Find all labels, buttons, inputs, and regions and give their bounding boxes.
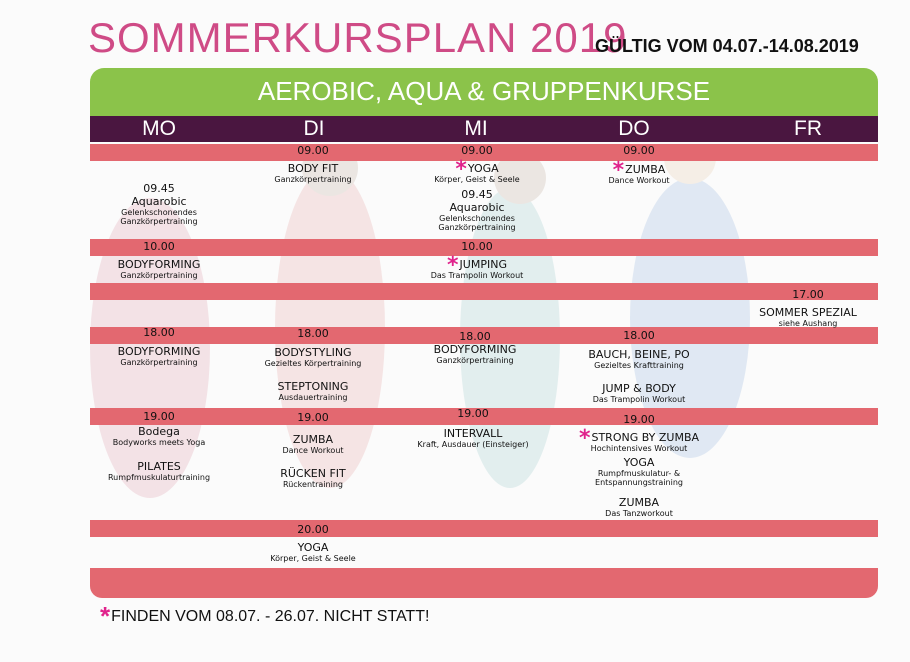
di-course-bodystyling: BODYSTYLING Gezieltes Körpertraining xyxy=(264,346,362,368)
mi-course-intervall: INTERVALL Kraft, Ausdauer (Einsteiger) xyxy=(417,427,529,449)
di-time: 19.00 xyxy=(297,411,329,424)
di-course-zumba: ZUMBA Dance Workout xyxy=(282,433,344,455)
do-course-jumpbody: JUMP & BODY Das Trampolin Workout xyxy=(592,382,686,404)
mi-course-yoga: *YOGA Körper, Geist & Seele xyxy=(434,157,520,184)
mi-time: 10.00 xyxy=(461,240,493,253)
do-course-strongbyzumba: *STRONG BY ZUMBA Hochintensives Workout xyxy=(578,426,700,453)
mo-course-pilates: PILATES Rumpfmuskulaturtraining xyxy=(107,460,211,482)
asterisk-icon: * xyxy=(455,157,467,182)
di-time: 09.00 xyxy=(297,144,329,157)
footnote: *FINDEN VOM 08.07. - 26.07. NICHT STATT! xyxy=(100,601,430,631)
mi-course-bodyforming: BODYFORMING Ganzkörpertraining xyxy=(433,343,517,365)
mo-course-aquarobic: 09.45 Aquarobic Gelenkschonendes Ganzkörpertraining xyxy=(120,182,198,226)
asterisk-icon: * xyxy=(612,158,625,183)
do-course-zumba: *ZUMBA Dance Workout xyxy=(608,158,670,185)
di-course-steptoning: STEPTONING Ausdauertraining xyxy=(277,380,349,402)
asterisk-icon: * xyxy=(447,253,459,278)
mo-time: 19.00 xyxy=(143,410,175,423)
day-fr: FR xyxy=(794,117,822,140)
day-di: DI xyxy=(303,117,325,140)
mo-time: 18.00 xyxy=(143,326,175,339)
do-course-bauchbeinepo: BAUCH, BEINE, PO Gezieltes Krafttraining xyxy=(588,348,690,370)
mo-course-bodega: Bodega Bodyworks meets Yoga xyxy=(112,425,206,447)
mo-course-bodyforming: BODYFORMING Ganzkörpertraining xyxy=(117,345,201,367)
page-title: SOMMERKURSPLAN 2019 xyxy=(88,14,628,61)
di-course-rueckenfit: RÜCKEN FIT Rückentraining xyxy=(280,467,346,489)
mo-course-bodyforming: BODYFORMING Ganzkörpertraining xyxy=(117,258,201,280)
di-time: 18.00 xyxy=(297,327,329,340)
mi-course-jumping: *JUMPING Das Trampolin Workout xyxy=(430,253,524,280)
di-course-bodyfit: BODY FIT Ganzkörpertraining xyxy=(274,162,352,184)
mi-time: 09.00 xyxy=(461,144,493,157)
asterisk-icon: * xyxy=(100,601,111,631)
mi-course-aquarobic: 09.45 Aquarobic Gelenkschonendes Ganzkörpertraining xyxy=(438,188,516,232)
mi-time: 19.00 xyxy=(457,407,489,420)
category-header: AEROBIC, AQUA & GRUPPENKURSE xyxy=(90,68,878,116)
fr-time: 17.00 xyxy=(792,288,824,301)
day-do: DO xyxy=(618,117,650,140)
do-course-zumba2: ZUMBA Das Tanzworkout xyxy=(605,496,673,518)
do-time: 09.00 xyxy=(623,144,655,157)
asterisk-icon: * xyxy=(578,426,591,451)
di-time: 20.00 xyxy=(297,523,329,536)
day-mo: MO xyxy=(142,117,176,140)
time-band xyxy=(90,520,878,537)
fr-course-sommerspezial: SOMMER SPEZIAL siehe Aushang xyxy=(759,306,857,328)
mo-time: 10.00 xyxy=(143,240,175,253)
day-mi: MI xyxy=(464,117,488,140)
do-time: 18.00 xyxy=(623,329,655,342)
do-time: 19.00 xyxy=(623,413,655,426)
di-course-yoga: YOGA Körper, Geist & Seele xyxy=(270,541,356,563)
validity-period: GÜLTIG VOM 04.07.-14.08.2019 xyxy=(595,36,859,56)
do-course-yoga: YOGA Rumpfmuskulatur- & Entspannungstraining xyxy=(595,456,683,487)
table-bottom xyxy=(90,568,878,598)
mi-time: 18.00 xyxy=(459,330,491,343)
